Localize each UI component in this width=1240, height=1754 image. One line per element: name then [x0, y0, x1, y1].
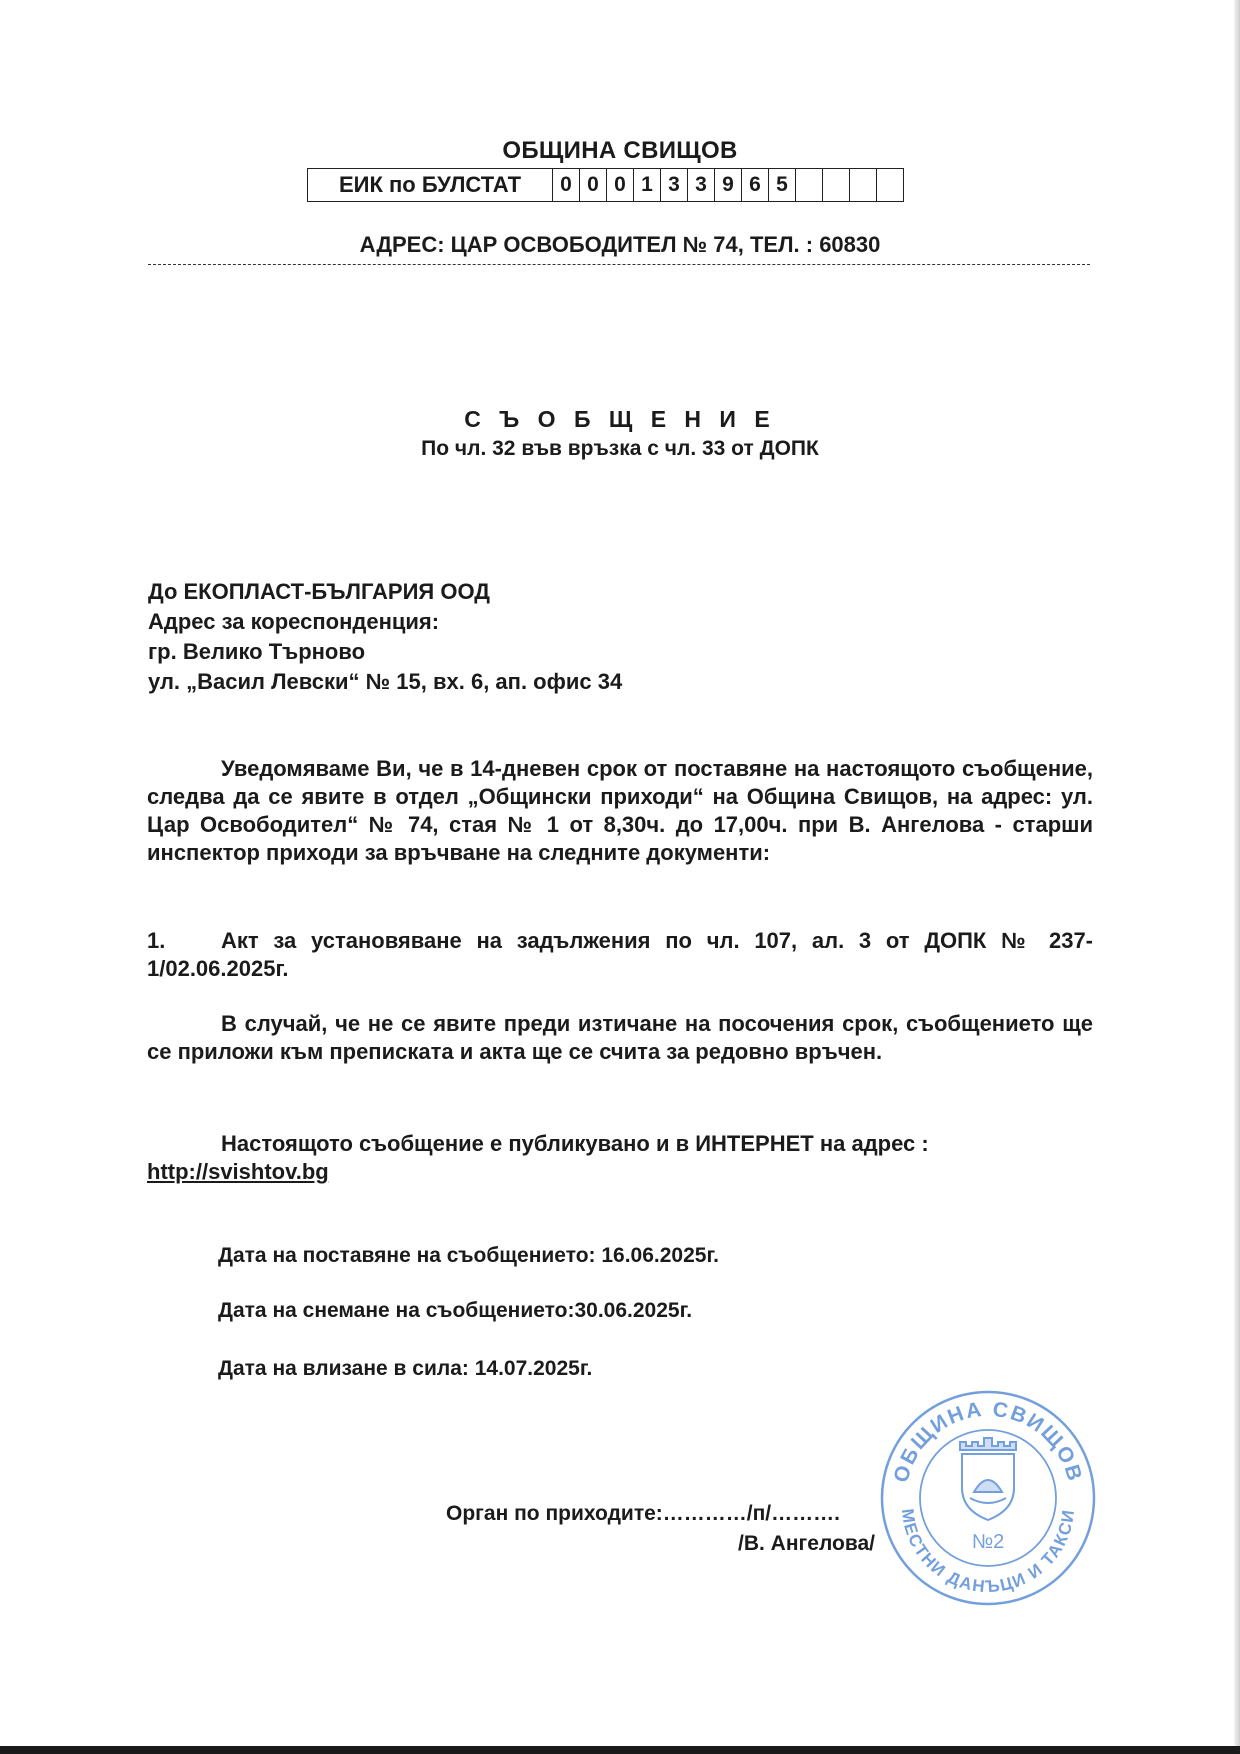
- date-posted: Дата на поставяне на съобщението: 16.06.2025г.: [218, 1244, 719, 1267]
- bulstat-digit: 0: [580, 169, 607, 202]
- recipient-city: гр. Велико Търново: [148, 639, 366, 664]
- date-effective: Дата на влизане в сила: 14.07.2025г.: [218, 1357, 593, 1380]
- list-item-text: Акт за установяване на задължения по чл. 107, ал. 3 от ДОПК № 237-1/02.06.2025г.: [147, 928, 1093, 981]
- stamp-outer-ring: [882, 1392, 1094, 1604]
- recipient-block: [148, 577, 948, 697]
- document-list-item: [147, 927, 1093, 983]
- recipient-address-label: Адрес за кореспонденция:: [148, 609, 440, 634]
- bulstat-digit: [796, 169, 823, 202]
- bulstat-table: [307, 168, 904, 202]
- bulstat-label: ЕИК по БУЛСТАТ: [308, 169, 553, 202]
- bulstat-digit: 1: [634, 169, 661, 202]
- bulstat-digit: 3: [688, 169, 715, 202]
- list-item-number: 1.: [147, 928, 166, 953]
- stamp-top-text: ОБЩИНА СВИЩОВ: [889, 1397, 1087, 1486]
- signature-name: /В. Ангелова/: [738, 1532, 875, 1555]
- bulstat-row: [308, 169, 904, 202]
- notice-subtitle: По чл. 32 във връзка с чл. 33 от ДОПК: [421, 437, 819, 460]
- header-address: АДРЕС: ЦАР ОСВОБОДИТЕЛ № 74, ТЕЛ. : 60830: [359, 232, 881, 257]
- bulstat-digit: [850, 169, 877, 202]
- scan-edge-right: [1234, 0, 1240, 1754]
- website-link[interactable]: http://svishtov.bg: [147, 1159, 329, 1184]
- stamp-bottom-text: МЕСТНИ ДАНЪЦИ И ТАКСИ: [897, 1507, 1079, 1597]
- bulstat-digit: [877, 169, 904, 202]
- body-paragraph-3: [147, 1130, 1093, 1186]
- municipality-title: ОБЩИНА СВИЩОВ: [502, 137, 738, 164]
- body-paragraph-1: [147, 755, 1093, 867]
- official-stamp: [878, 1388, 1098, 1608]
- bulstat-digit: [823, 169, 850, 202]
- body-paragraph-2-text: В случай, че не се явите преди изтичане на посочения срок, съобщението ще се приложи към преписката и акта ще се счита за редовно връчен.: [147, 1011, 1093, 1064]
- notice-title: С Ъ О Б Щ Е Н И Е: [464, 406, 776, 432]
- bulstat-digit: 3: [661, 169, 688, 202]
- body-paragraph-1-text: Уведомяваме Ви, че в 14-дневен срок от поставяне на настоящото съобщение, следва да се явите в отдел „Общински приходи“ на Община Свищов, на адрес: ул. Цар Освободител“ № 74, стая № 1 от 8,30ч. до 17,00ч. при В. Ангелова - старши инспектор приходи за връчване на следните документи:: [147, 756, 1093, 865]
- date-removed: Дата на снемане на съобщението:30.06.2025г.: [218, 1299, 693, 1322]
- bulstat-digit: 0: [607, 169, 634, 202]
- body-paragraph-3-text: Настоящото съобщение е публикувано и в ИНТЕРНЕТ на адрес :: [221, 1131, 929, 1156]
- stamp-number: №2: [971, 1531, 1005, 1553]
- scan-edge-bottom: [0, 1746, 1240, 1754]
- recipient-street: ул. „Васил Левски“ № 15, вх. 6, ап. офис 34: [148, 669, 623, 694]
- signature-authority: Орган по приходите:…………/п/……….: [446, 1502, 840, 1525]
- bulstat-digit: 9: [715, 169, 742, 202]
- recipient-name: До ЕКОПЛАСТ-БЪЛГАРИЯ ООД: [148, 579, 490, 604]
- coat-of-arms-icon: [960, 1438, 1016, 1520]
- bulstat-digit: 0: [553, 169, 580, 202]
- header-divider: [148, 264, 1090, 265]
- body-paragraph-2: [147, 1010, 1093, 1066]
- bulstat-digit: 5: [769, 169, 796, 202]
- bulstat-digit: 6: [742, 169, 769, 202]
